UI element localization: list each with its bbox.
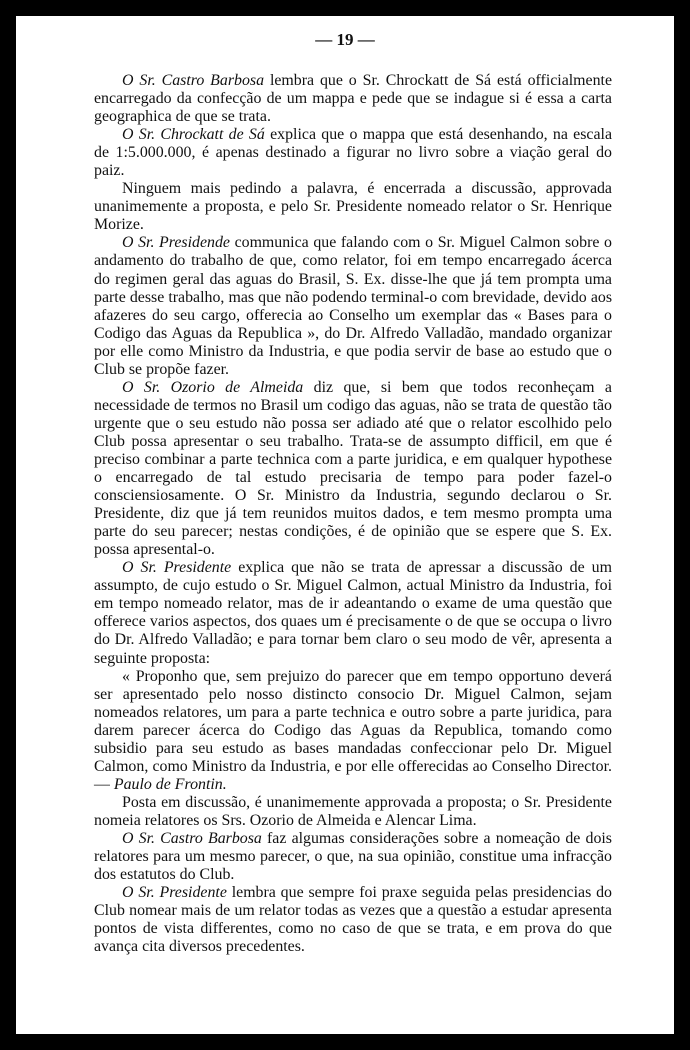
paragraph-text: diz que, si bem que todos reconheçam a necessidade de termos no Brasil um codigo das aguas, não se trata de questão tão urgente que o seu estudo não possa ser adiado até que o relator escolhido pelo Club possa apresentar o seu trabalho. Trata-se de assumpto difficil, em que é preciso combinar a parte technica com a parte juridica, e em qualquer hypothese o encarregado de tal estudo precisaria de tempo para poder fazel-o consciensiosamente. O Sr. Ministro da Industria, segundo declarou o Sr. Presidente, diz que já tem reunidos muitos dados, e tem mesmo prompta uma parte do seu parecer; nestas condições, é de opinião que se espere que S. Ex. possa apresental-o. (94, 378, 612, 559)
minutes-text (94, 72, 612, 956)
proposal-paragraph (94, 668, 612, 794)
speaker-name: O Sr. Presidende (122, 234, 230, 252)
paragraph-text: communica que falando com o Sr. Miguel Calmon sobre o andamento do trabalho de que, como relator, foi em tempo encarregado ácerca do regimen geral das aguas do Brasil, S. Ex. disse-lhe que já tem prompta uma parte desse trabalho, mas que não podendo terminal-o com brevidade, devido aos afazeres do seu cargo, offerecia ao Conselho um exemplar das « Bases para o Codigo das Aguas da Republica », do Dr. Alfredo Valladão, mandado organizar por elle como Ministro da Industria, e que podia servir de base ao estudo que o Club se propõe fazer. (94, 234, 612, 378)
paragraph (94, 234, 612, 378)
speaker-name: O Sr. Chrockatt de Sá (122, 126, 265, 144)
paragraph (94, 794, 612, 830)
speaker-name: O Sr. Presidente (122, 884, 227, 902)
paragraph-text: Ninguem mais pedindo a palavra, é encerrada a discussão, approvada unanimemente a proposta, e pelo Sr. Presidente nomeado relator o Sr. Henrique Morize. (94, 180, 612, 234)
paragraph (94, 379, 612, 559)
paragraph-text: lembra que sempre foi praxe seguida pelas presidencias do Club nomear mais de um relator todas as vezes que a questão a estudar apresenta pontos de vista differentes, como no caso de que se trata, e em prova do que avança cita diversos precedentes. (94, 884, 613, 956)
proposal-signature: Paulo de Frontin. (113, 775, 227, 793)
speaker-name: O Sr. Presidente (122, 559, 232, 577)
paragraph (94, 180, 612, 234)
paragraph (94, 72, 612, 126)
paragraph-text: Posta em discussão, é unanimemente approvada a proposta; o Sr. Presidente nomeia relatores os Srs. Ozorio de Almeida e Alencar Lima. (94, 793, 612, 829)
speaker-name: O Sr. Castro Barbosa (122, 829, 262, 847)
paragraph-text: faz algumas considerações sobre a nomeação de dois relatores para um mesmo parecer, o que, na sua opinião, constitue uma infracção dos estatutos do Club. (94, 829, 612, 884)
paragraph-text: explica que o mappa que está desenhando, na escala de 1:5.000.000, é apenas destinado a figurar no livro sobre a viação geral do paiz. (94, 126, 612, 180)
paragraph (94, 126, 612, 180)
paragraph-text: « Proponho que, sem prejuizo do parecer que em tempo opportuno deverá ser apresentado pelo nosso distincto consocio Dr. Miguel Calmon, sejam nomeados relatores, um para a parte technica e outro sobre a parte juridica, para darem parecer ácerca do Codigo das Aguas da Republica, tomando como subsidio para seu estudo as bases mandadas confeccionar pelo Dr. Miguel Calmon, como Ministro da Industria, e por elle offerecidas ao Conselho Director. — (94, 667, 612, 793)
document-page (16, 16, 674, 1034)
paragraph (94, 559, 612, 667)
paragraph-text: lembra que o Sr. Chrockatt de Sá está officialmente encarregado da confecção de um mappa e pede que se indague si é essa a carta geographica de que se trata. (94, 72, 612, 126)
paragraph (94, 830, 612, 884)
paragraph-text: explica que não se trata de apressar a discussão de um assumpto, de cujo estudo o Sr. Miguel Calmon, actual Ministro da Industria, foi em tempo nomeado relator, mas de ir adeantando o exame de uma questão que offerece varios aspectos, dos quaes um é precisamente o de que se occupa o livro do Dr. Alfredo Valladão; e para tornar bem claro o seu modo de vêr, apresenta a seguinte proposta: (94, 559, 612, 667)
page-number: — 19 — (315, 30, 375, 49)
speaker-name: O Sr. Castro Barbosa (122, 72, 265, 89)
paragraph (94, 884, 612, 956)
speaker-name: O Sr. Ozorio de Almeida (122, 378, 304, 396)
